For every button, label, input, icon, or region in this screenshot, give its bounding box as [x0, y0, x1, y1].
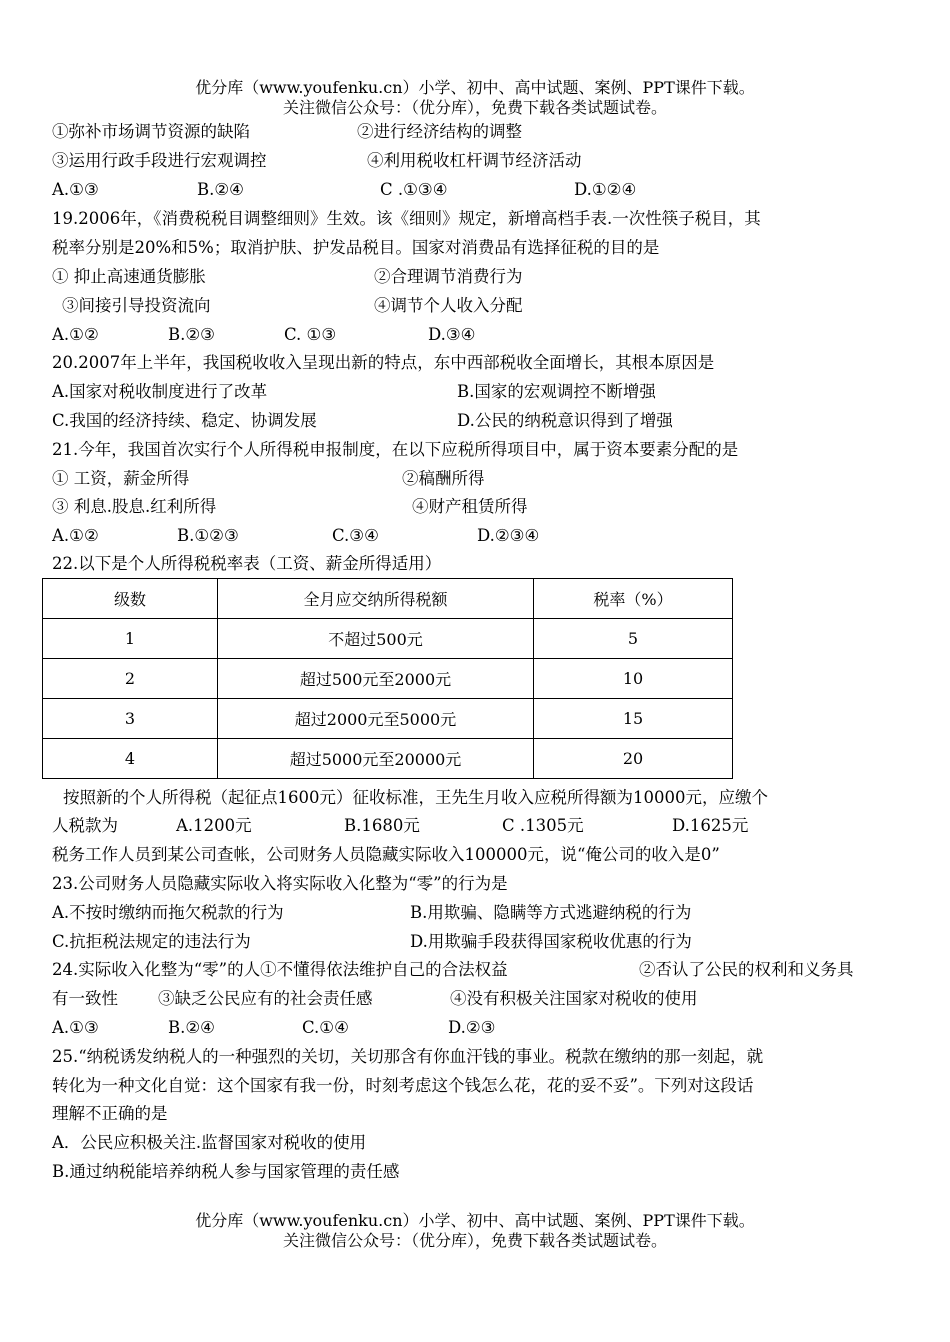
q23-answer-c: C.抗拒税法规定的违法行为 — [52, 932, 251, 951]
q24-option-4: ④没有积极关注国家对税收的使用 — [450, 989, 698, 1008]
q21-answer-c: C.③④ — [332, 526, 379, 545]
q24-answer-d: D.②③ — [448, 1018, 496, 1037]
table-cell: 20 — [534, 739, 733, 779]
q19-answer-d: D.③④ — [428, 325, 476, 344]
q18-option-3: ③运用行政手段进行宏观调控 — [52, 151, 267, 170]
q18-answer-a: A.①③ — [52, 180, 99, 199]
q19-answer-a: A.①② — [52, 325, 99, 344]
table-cell: 5 — [534, 619, 733, 659]
table-cell: 3 — [43, 699, 218, 739]
q18-answer-d: D.①②④ — [574, 180, 637, 199]
q22-stem-line-2: 人税款为 — [52, 816, 118, 835]
q20-answer-b: B.国家的宏观调控不断增强 — [457, 382, 656, 401]
q20-answer-c: C.我国的经济持续、稳定、协调发展 — [52, 411, 317, 430]
q18-answer-c: C .①③④ — [380, 180, 448, 199]
q24-answer-b: B.②④ — [168, 1018, 215, 1037]
q23-stem: 23.公司财务人员隐藏实际收入将实际收入化整为“零”的行为是 — [52, 874, 508, 893]
table-cell: 1 — [43, 619, 218, 659]
q18-option-2: ②进行经济结构的调整 — [357, 122, 522, 141]
q23-answer-b: B.用欺骗、隐瞒等方式逃避纳税的行为 — [410, 903, 692, 922]
q25-stem-line-1: 25.“纳税诱发纳税人的一种强烈的关切，关切那含有你血汗钱的事业。税款在缴纳的那一刻起，就 — [52, 1047, 764, 1066]
q23-answer-a: A.不按时缴纳而拖欠税款的行为 — [52, 903, 284, 922]
q21-option-4: ④财产租赁所得 — [412, 497, 528, 516]
q25-stem-line-2: 转化为一种文化自觉：这个国家有我一份，时刻考虑这个钱怎么花，花的妥不妥”。下列对这段话 — [52, 1076, 754, 1095]
table-cell: 4 — [43, 739, 218, 779]
q22-answer-a: A.1200元 — [176, 816, 252, 835]
table-cell: 不超过500元 — [218, 619, 534, 659]
q24-stem-part-1: 24.实际收入化整为“零”的人①不懂得依法维护自己的合法权益 — [52, 960, 508, 979]
table-cell: 10 — [534, 659, 733, 699]
q18-answer-b: B.②④ — [197, 180, 244, 199]
header-line-2: 关注微信公众号：（优分库），免费下载各类试题试卷。 — [282, 98, 667, 117]
q18-option-1: ①弥补市场调节资源的缺陷 — [52, 122, 250, 141]
q25-answer-a: A．公民应积极关注.监督国家对税收的使用 — [52, 1133, 367, 1152]
q21-option-1: ① 工资，薪金所得 — [52, 469, 190, 488]
q21-option-2: ②稿酬所得 — [402, 469, 485, 488]
q23-answer-d: D.用欺骗手段获得国家税收优惠的行为 — [410, 932, 692, 951]
q25-answer-b: B.通过纳税能培养纳税人参与国家管理的责任感 — [52, 1162, 400, 1181]
q22-stem-line-1: 按照新的个人所得税（起征点1600元）征收标准，王先生月收入应税所得额为10000元，应缴个 — [63, 788, 768, 807]
q21-answer-d: D.②③④ — [477, 526, 540, 545]
q19-option-4: ④调节个人收入分配 — [374, 296, 523, 315]
q21-answer-a: A.①② — [52, 526, 99, 545]
table-cell: 超过5000元至20000元 — [218, 739, 534, 779]
q20-answer-a: A.国家对税收制度进行了改革 — [52, 382, 268, 401]
q22-answer-d: D.1625元 — [672, 816, 749, 835]
q24-option-2: ②否认了公民的权利和义务具 — [639, 960, 854, 979]
table-row — [43, 619, 733, 659]
q20-answer-d: D.公民的纳税意识得到了增强 — [457, 411, 673, 430]
table-cell: 15 — [534, 699, 733, 739]
q22-answer-c: C .1305元 — [502, 816, 584, 835]
page-footer — [0, 1211, 950, 1251]
q22-answer-b: B.1680元 — [344, 816, 420, 835]
q24-answer-a: A.①③ — [52, 1018, 99, 1037]
table-row — [43, 659, 733, 699]
footer-line-2: 关注微信公众号：（优分库），免费下载各类试题试卷。 — [282, 1231, 667, 1250]
table-row — [43, 699, 733, 739]
table-cell: 超过2000元至5000元 — [218, 699, 534, 739]
scenario-text: 税务工作人员到某公司查帐，公司财务人员隐藏实际收入100000元，说“俺公司的收入是0” — [52, 845, 720, 864]
table-header-row — [43, 579, 733, 619]
page-header — [0, 78, 950, 118]
tax-rate-table — [42, 578, 733, 779]
q19-answer-b: B.②③ — [168, 325, 215, 344]
footer-line-1: 优分库（www.youfenku.cn）小学、初中、高中试题、案例、PPT课件下载。 — [195, 1211, 755, 1230]
q20-stem: 20.2007年上半年，我国税收收入呈现出新的特点，东中西部税收全面增长，其根本原因是 — [52, 353, 715, 372]
q19-stem-line-1: 19.2006年，《消费税税目调整细则》生效。该《细则》规定，新增高档手表.一次性筷子税目，其 — [52, 209, 761, 228]
q18-option-4: ④利用税收杠杆调节经济活动 — [367, 151, 582, 170]
q24-stem-part-2: 有一致性 — [52, 989, 118, 1008]
q19-option-2: ②合理调节消费行为 — [374, 267, 523, 286]
q21-answer-b: B.①②③ — [177, 526, 239, 545]
table-cell: 超过500元至2000元 — [218, 659, 534, 699]
q24-answer-c: C.①④ — [302, 1018, 349, 1037]
q21-option-3: ③ 利息.股息.红利所得 — [52, 497, 217, 516]
table-cell: 2 — [43, 659, 218, 699]
q19-answer-c: C. ①③ — [284, 325, 337, 344]
header-line-1: 优分库（www.youfenku.cn）小学、初中、高中试题、案例、PPT课件下载。 — [195, 78, 755, 97]
table-header-cell: 级数 — [43, 579, 218, 619]
q24-option-3: ③缺乏公民应有的社会责任感 — [158, 989, 373, 1008]
q25-stem-line-3: 理解不正确的是 — [52, 1104, 168, 1123]
table-header-cell: 税率（%） — [534, 579, 733, 619]
q21-stem: 21.今年，我国首次实行个人所得税申报制度，在以下应税所得项目中，属于资本要素分配的是 — [52, 440, 739, 459]
q22-title: 22.以下是个人所得税税率表（工资、薪金所得适用） — [52, 554, 442, 573]
q19-option-1: ① 抑止高速通货膨胀 — [52, 267, 206, 286]
table-header-cell: 全月应交纳所得税额 — [218, 579, 534, 619]
table-row — [43, 739, 733, 779]
q19-option-3: ③间接引导投资流向 — [62, 296, 211, 315]
q19-stem-line-2: 税率分别是20%和5%；取消护肤、护发品税目。国家对消费品有选择征税的目的是 — [52, 238, 660, 257]
